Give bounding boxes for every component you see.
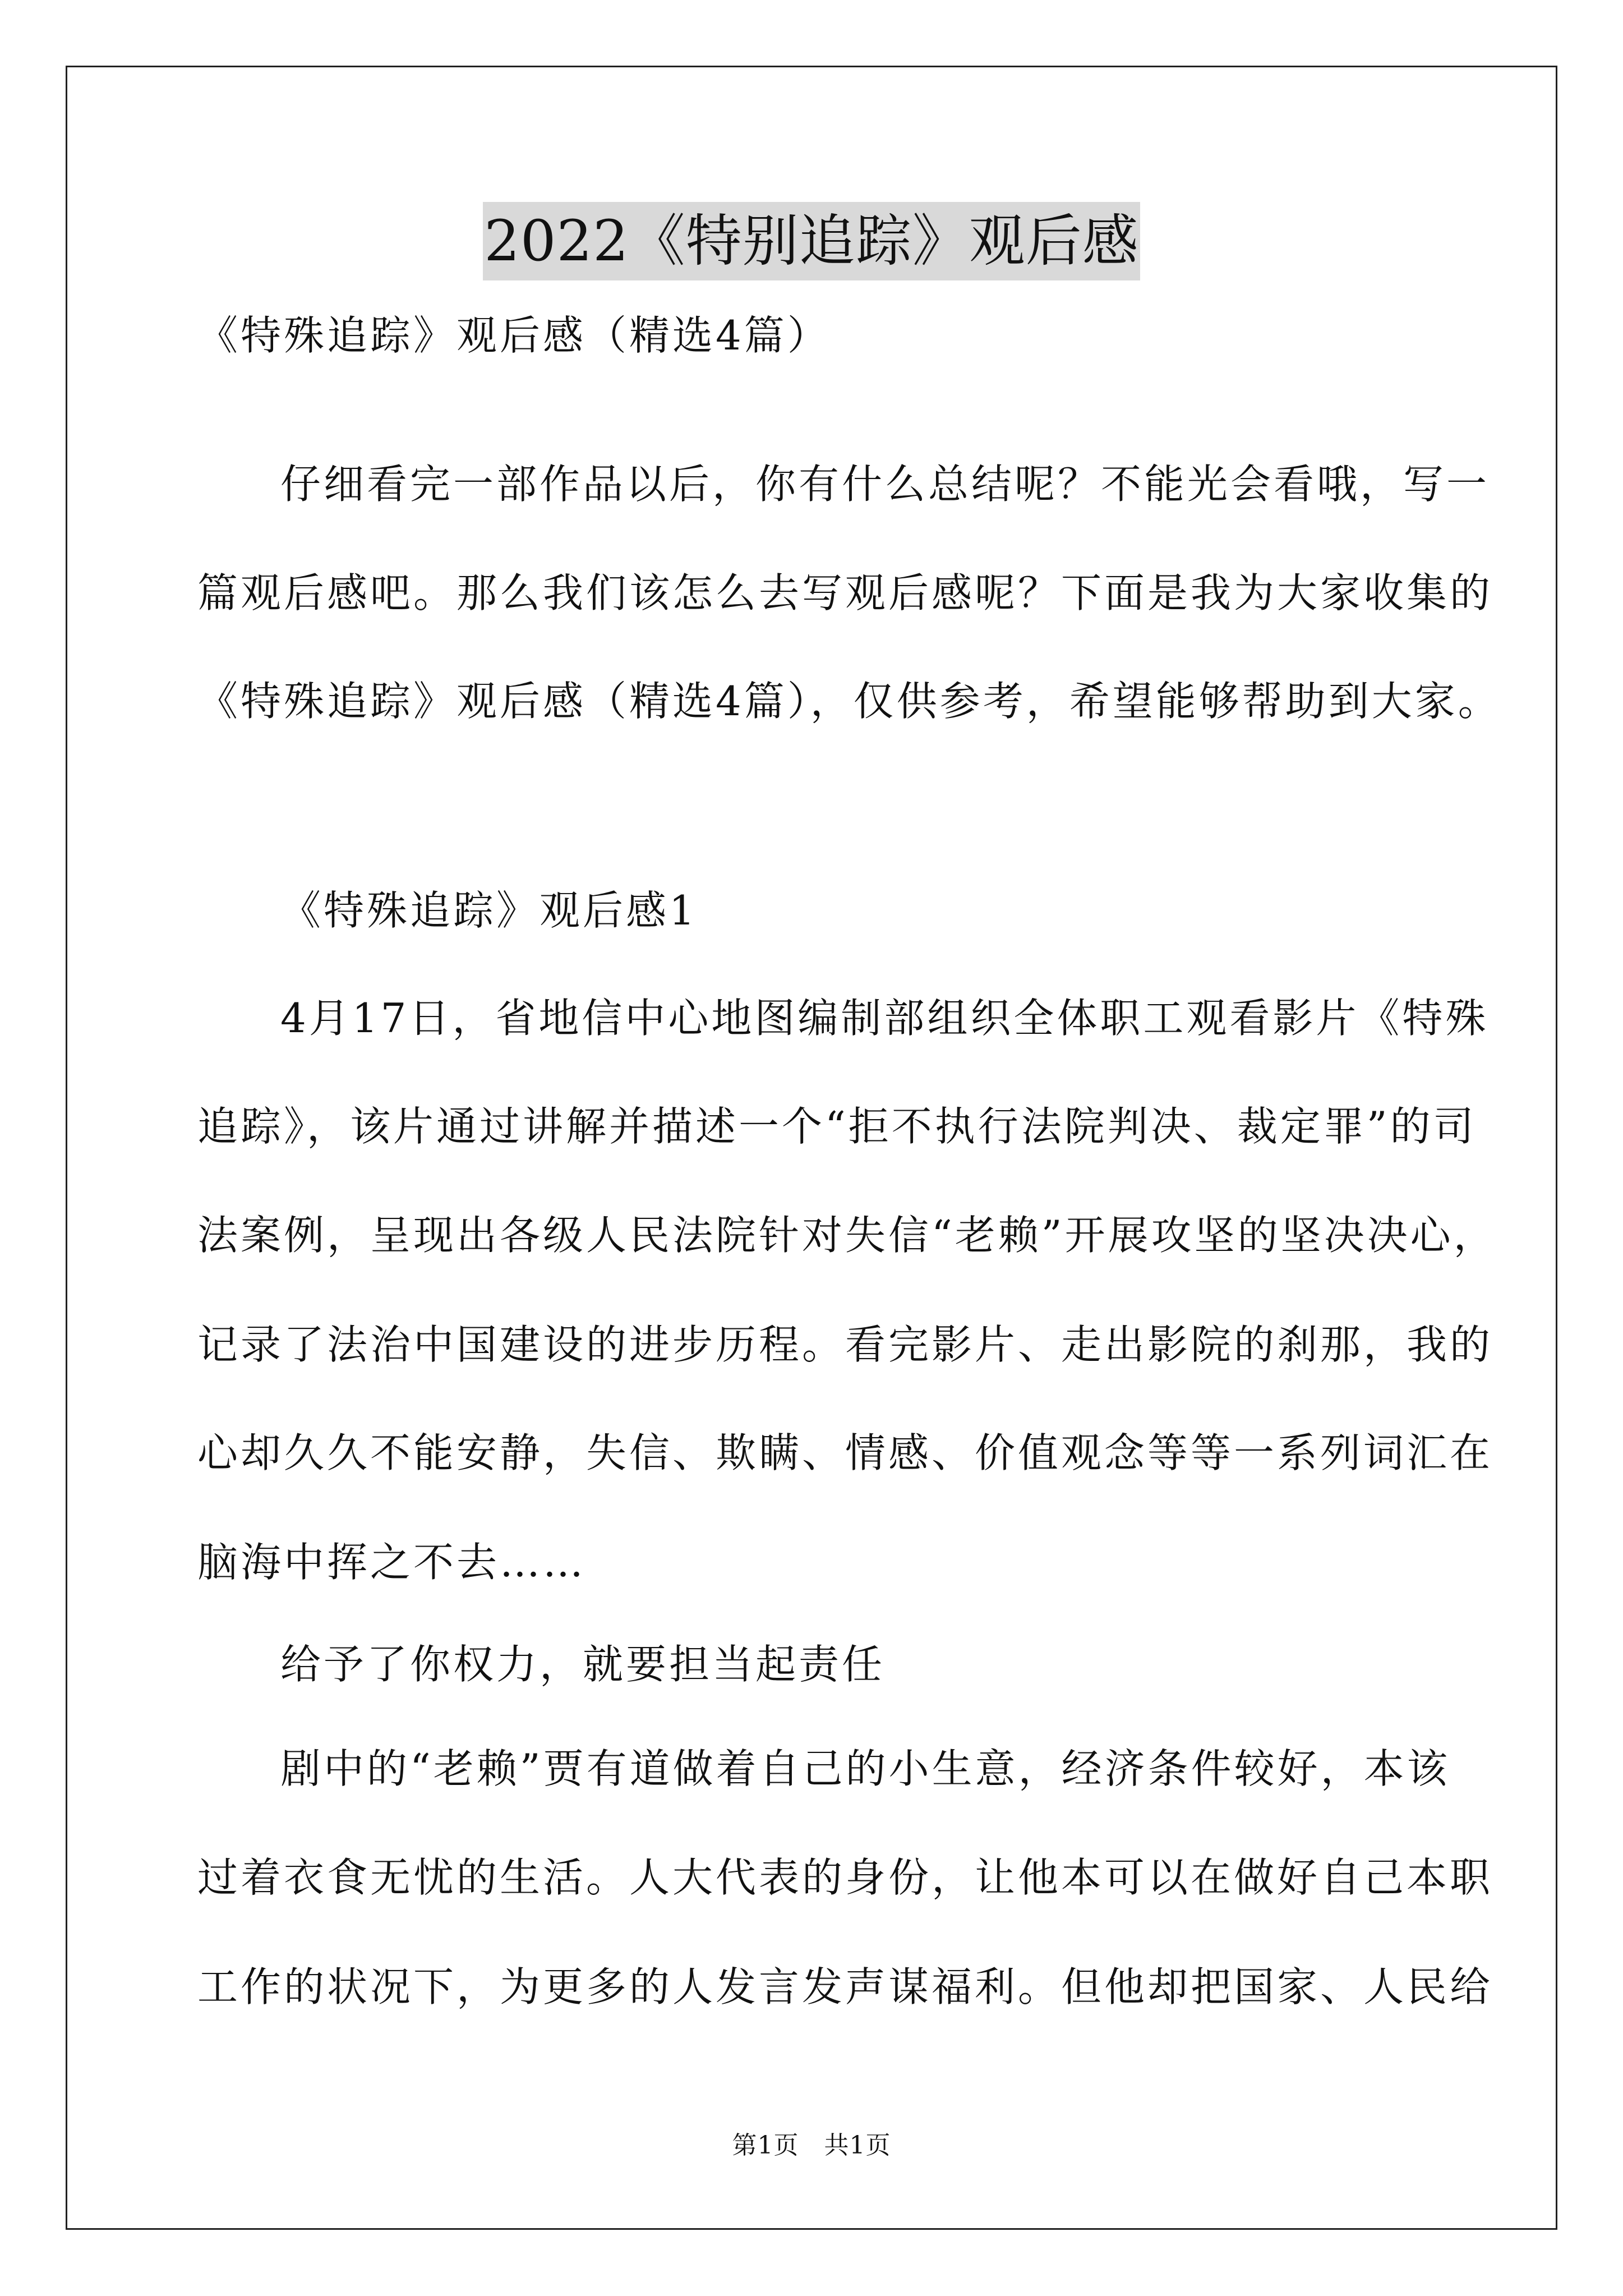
page-footer: 第1页 共1页 <box>732 2131 891 2160</box>
document-title: 2022《特别追踪》观后感 <box>483 202 1140 280</box>
intro-line-3: 《特殊追踪》观后感（精选4篇），仅供参考，希望能够帮助到大家。 <box>197 678 1501 725</box>
para3-line-2: 过着衣食无忧的生活。人大代表的身份，让他本可以在做好自己本职 <box>197 1854 1493 1901</box>
section-heading: 《特殊追踪》观后感1 <box>280 887 698 934</box>
para2-heading: 给予了你权力，就要担当起责任 <box>280 1641 886 1688</box>
para1-line-1: 4月17日，省地信中心地图编制部组织全体职工观看影片《特殊 <box>280 995 1489 1042</box>
intro-line-2: 篇观后感吧。那么我们该怎么去写观后感呢？下面是我为大家收集的 <box>197 569 1493 616</box>
para3-line-3: 工作的状况下，为更多的人发言发声谋福利。但他却把国家、人民给 <box>197 1963 1493 2010</box>
title-container <box>0 202 1623 280</box>
para1-line-2: 追踪》，该片通过讲解并描述一个“拒不执行法院判决、裁定罪”的司 <box>197 1103 1477 1150</box>
para1-line-6: 脑海中挥之不去…… <box>197 1539 587 1586</box>
para1-line-5: 心却久久不能安静，失信、欺瞒、情感、价值观念等等一系列词汇在 <box>197 1429 1493 1476</box>
intro-line-1: 仔细看完一部作品以后，你有什么总结呢？不能光会看哦，写一 <box>280 461 1490 508</box>
document-subtitle: 《特殊追踪》观后感（精选4篇） <box>197 312 831 359</box>
para1-line-3: 法案例，呈现出各级人民法院针对失信“老赖”开展攻坚的坚决决心， <box>197 1212 1497 1259</box>
para1-line-4: 记录了法治中国建设的进步历程。看完影片、走出影院的刹那，我的 <box>197 1321 1493 1368</box>
para3-line-1: 剧中的“老赖”贾有道做着自己的小生意，经济条件较好，本该 <box>280 1745 1450 1792</box>
